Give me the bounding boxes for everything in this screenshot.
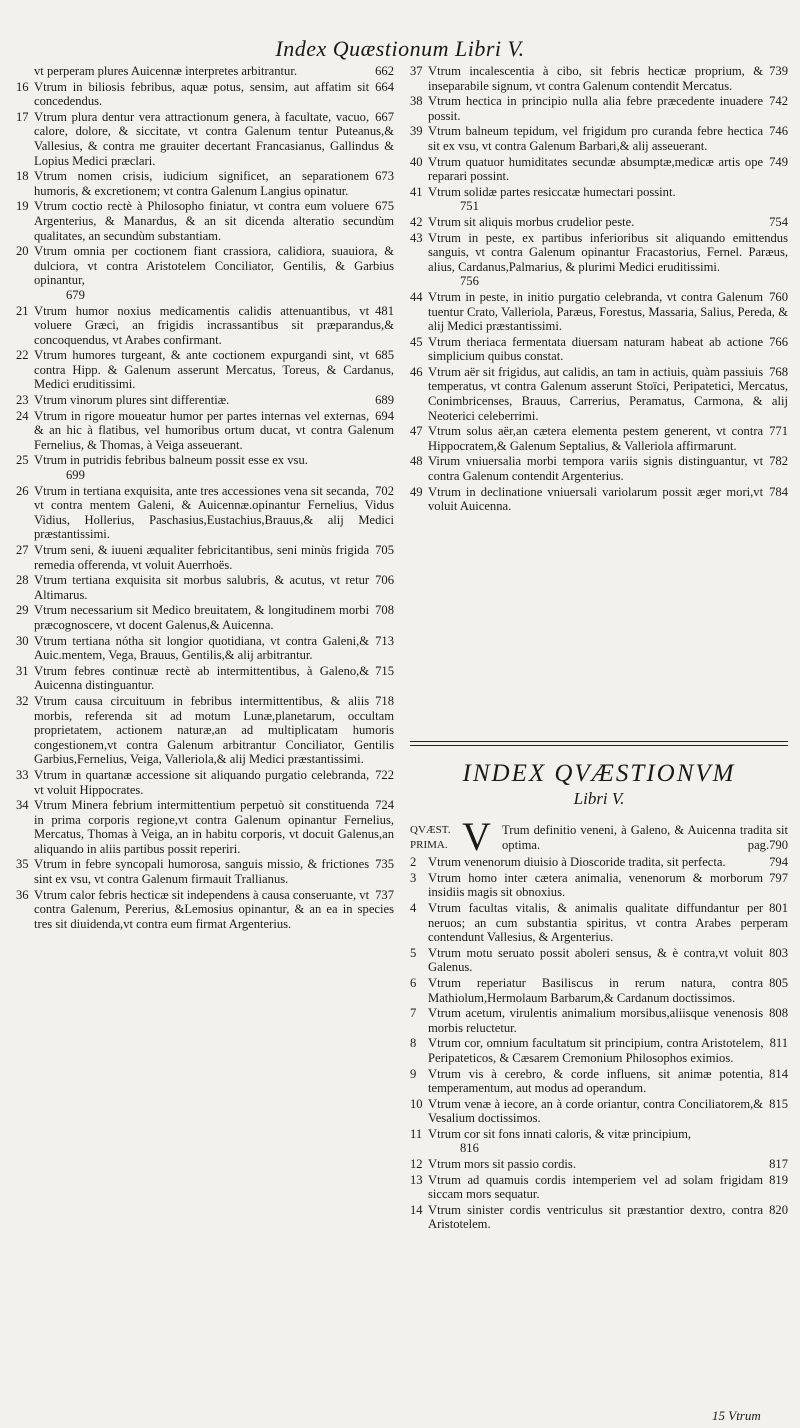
entry-page-number: 667 — [375, 109, 394, 124]
entry-number: 26 — [16, 483, 29, 498]
entry-text: Vtrum omnia per coctionem fiant crassiora, calidiora, suauiora, & dulciora, vt contra Aristotelem Conciliator, Gentilis, & Garbius opinantur, — [34, 244, 394, 288]
entry-number: 8 — [410, 1036, 417, 1051]
entry-number: 6 — [410, 975, 417, 990]
entry-number: 28 — [16, 573, 29, 588]
index-entry — [410, 64, 788, 93]
index-entry — [16, 110, 394, 168]
entry-number: 3 — [410, 870, 417, 885]
entry-number: 17 — [16, 109, 29, 124]
entry-text: Vtrum Minera febrium intermittentium perpetuò sit constituenda in prima corporis regione,vt contra Galenum opinantur Fernelius, Mercatus, Thomas à Veiga, an in habitu corporis, vt docuit Galenus,an aliquando in aliis partibus possit reperiri. — [34, 798, 394, 856]
index-entry — [410, 1097, 788, 1126]
entry-text: Vtrum homo inter cætera animalia, venenorum & morborum insidiis magis sit obnoxius. — [428, 870, 764, 900]
entry-text: Vtrum plura dentur vera attractionum genera, à facultate, vacuo, calore, dolore, & siccitate, vt contra Galenum tentur Puteanus,& Vallesius, & contra me grauiter decertant Francasianus, Gallindus & Lopius Medici præclari. — [34, 109, 394, 168]
entry-number: 22 — [16, 348, 29, 363]
index-entry — [16, 573, 394, 602]
entry-page-number: 702 — [375, 483, 394, 498]
entry-text: Vtrum venæ à iecore, an à corde oriantur, contra Conciliatorem,& Vesalium doctissimos. — [428, 1096, 764, 1126]
index-entry — [16, 664, 394, 693]
index-entry — [16, 888, 394, 932]
entry-page-number: 771 — [769, 424, 788, 439]
second-index-column — [410, 814, 788, 1233]
entry-text: Vtrum theriaca fermentata diuersam naturam habeat ab actione simplicium quibus constat. — [428, 334, 764, 364]
entry-text: Vtrum sinister cordis ventriculus sit præstantior dextro, contra Aristotelem. — [428, 1202, 764, 1232]
entry-text: Vtrum in quartanæ accessione sit aliquando purgatio celebranda, vt voluit Hippocrates. — [34, 767, 370, 797]
entry-number: 16 — [16, 79, 29, 94]
entry-page-number: 768 — [769, 364, 788, 379]
entry-number: 48 — [410, 454, 423, 469]
entry-page-number: 699 — [66, 468, 85, 483]
index-entry — [410, 1127, 788, 1156]
entry-number: 33 — [16, 767, 29, 782]
entry-text: Vtrum necessarium sit Medico breuitatem, & longitudinem morbi præcognoscere, vt docent Galenus,& Auicenna. — [34, 603, 370, 632]
entry-page-number: 705 — [375, 543, 394, 557]
index-entry — [410, 185, 788, 214]
index-entry — [410, 290, 788, 334]
entry-text: Vtrum hectica in principio nulla alia febre præcedente inuadere possit. — [428, 94, 764, 123]
question-label-line2: PRIMA. — [410, 838, 448, 851]
entry-number: 7 — [410, 1006, 417, 1021]
entry-text: Vtrum motu seruato possit aboleri sensus, & è contra,vt voluit Galenus. — [428, 945, 764, 975]
entry-number: 49 — [410, 484, 423, 499]
entry-page-number: 784 — [769, 484, 788, 499]
entry-page-number: 718 — [375, 693, 394, 708]
index-entry — [16, 80, 394, 109]
entry-number: 12 — [410, 1157, 423, 1172]
entry-text: Vtrum cor sit fons innati caloris, & vitæ principium, — [428, 1126, 692, 1141]
second-index-title: INDEX QVÆSTIONVM — [462, 760, 736, 787]
entry-text: Vtrum in tertiana exquisita, ante tres accessiones vena sit secanda, vt contra mentem Galeni, & Auicennæ.opinantur Fernelius, Vidus Vidius, Hollerius, Paschasius,Eustachius,Brauus,& alij Medici præstantissimi. — [34, 483, 394, 542]
entry-page-number: 735 — [375, 857, 394, 872]
entry-page-number: 811 — [769, 1036, 788, 1051]
entry-text: vt perperam plures Auicennæ interpretes arbitrantur. — [34, 64, 297, 78]
index-entry — [16, 348, 394, 392]
entry-number: 46 — [410, 364, 423, 379]
entry-page-number: 679 — [66, 287, 85, 302]
right-column — [410, 64, 788, 515]
index-entry — [16, 857, 394, 886]
entry-text: Vtrum humor noxius medicamentis calidis attenuantibus, vt voluere Græci, an frigidis incrassantibus sit præparandus,& concoquendus, vt Arabes confirmant. — [34, 303, 394, 347]
entry-text: Vtrum in biliosis febribus, aquæ potus, sensim, aut affatim sit concedendus. — [34, 79, 370, 109]
entry-text: Vtrum ad quamuis cordis intemperiem vel ad solam frigidam siccam mors sequatur. — [428, 1172, 764, 1202]
entry-page-number: 766 — [769, 334, 788, 349]
index-entry — [16, 304, 394, 348]
section-rule — [410, 741, 788, 742]
entry-text: Vtrum mors sit passio cordis. — [428, 1157, 576, 1172]
entry-text: Vtrum in declinatione vniuersali variolarum possit æger mori,vt voluit Auicenna. — [428, 484, 764, 514]
index-entry — [16, 634, 394, 663]
entry-text: Vtrum nomen crisis, iudicium significet, an separationem humoris, & excretionem; vt contra Galenum Langius opinatur. — [34, 169, 370, 198]
entry-text: Vtrum in rigore moueatur humor per partes internas vel externas, & an hic à flatibus, vel humoribus ortum ducat, vt contra Galenum Fernelius, & Thomas, à Veiga asseuerant. — [34, 408, 394, 452]
entry-text: Vtrum in peste, in initio purgatio celebranda, vt contra Galenum tuentur Crato, Valleriola, Paræus, Forestus, Massaria, Salius, Pereda, & alij Medici præstantissimi. — [428, 289, 788, 334]
entry-number: 35 — [16, 857, 29, 872]
entry-page-number: 814 — [769, 1066, 788, 1081]
index-entry — [410, 1203, 788, 1232]
index-entry — [16, 484, 394, 542]
index-entry — [410, 1036, 788, 1065]
catchword: 15 Vtrum — [712, 1408, 761, 1423]
entry-number: 24 — [16, 408, 29, 423]
entry-text: Vtrum calor febris hecticæ sit independens à causa conseruante, vt contra Galenum, Pererius, &Lemosius opinantur, & an ea in species tres sit diuidenda,vt contra eum firmat Argenterius. — [34, 887, 394, 931]
second-index-entries — [410, 855, 788, 1232]
entry-number: 38 — [410, 94, 423, 109]
second-index-subtitle: Libri V. — [573, 789, 625, 808]
entry-text: Virum vniuersalia morbi tempora variis signis distinguantur, vt contra Galenum contendit Argenterius. — [428, 454, 764, 484]
entry-page-number: 694 — [375, 408, 394, 423]
index-entry — [410, 231, 788, 289]
entry-page-number: 722 — [375, 767, 394, 782]
entry-page-number: 724 — [375, 798, 394, 813]
entry-text: Vtrum coctio rectè à Philosopho finiatur, vt contra eum voluere Argenterius, & Manardus, & an sit dicenda alteratio secundùm qualitates, an secundùm substantiam. — [34, 199, 394, 243]
entry-number: 13 — [410, 1172, 423, 1187]
entry-number: 4 — [410, 900, 417, 915]
entry-text: Vtrum vinorum plures sint differentiæ. — [34, 393, 230, 408]
entry-number: 31 — [16, 663, 29, 678]
entry-page-number: 794 — [769, 855, 788, 870]
index-entry — [16, 64, 394, 79]
entry-text: Vtrum in peste, ex partibus inferioribus sit aliquando emittendus sanguis, vt contra Galenum opinantur Fracastorius, Fernel. Paræus, alius, Cardanus,Palmarius, & plurimi Medici eruditissimi. — [428, 230, 788, 274]
entry-page-number: 673 — [375, 169, 394, 184]
entry-page-number: 685 — [375, 348, 394, 363]
entry-text: Vtrum tertiana exquisita sit morbus salubris, & acutus, vt retur Altimarus. — [34, 573, 370, 602]
entry-page-number: 801 — [769, 900, 788, 915]
entry-page-number: 797 — [769, 870, 788, 885]
entry-text: Vtrum in febre syncopali humorosa, sanguis missio, & frictiones sint ex vsu, vt contra Galenum firmauit Trallianus. — [34, 857, 370, 887]
entry-page-number: 817 — [769, 1157, 788, 1172]
entry-number: 14 — [410, 1202, 423, 1217]
index-entry — [16, 453, 394, 482]
index-entry — [16, 543, 394, 572]
first-question-label — [410, 823, 450, 852]
index-entry — [16, 169, 394, 198]
index-entry — [16, 798, 394, 856]
entry-page-number: 742 — [769, 94, 788, 109]
entry-page-number: 737 — [375, 887, 394, 902]
entry-number: 32 — [16, 693, 29, 708]
entry-page-number: 662 — [375, 64, 394, 78]
entry-page-number: 481 — [375, 303, 394, 318]
entry-number: 9 — [410, 1066, 417, 1081]
index-entry — [410, 1067, 788, 1096]
entry-text: Vtrum venenorum diuisio à Dioscoride tradita, sit perfecta. — [428, 855, 726, 870]
index-entry — [16, 409, 394, 453]
entry-number: 10 — [410, 1096, 423, 1111]
entry-page-number: 713 — [375, 633, 394, 648]
index-entry — [16, 694, 394, 767]
entry-text: Vtrum incalescentia à cibo, sit febris hecticæ proprium, & inseparabile signum, vt contra Galenum contendit Mercatus. — [428, 64, 764, 93]
drop-cap: V — [462, 814, 491, 859]
entry-text: Vtrum in putridis febribus balneum possit esse ex vsu. — [34, 453, 308, 468]
index-entry — [410, 1006, 788, 1035]
index-entry — [16, 199, 394, 243]
entry-number: 42 — [410, 214, 423, 229]
entry-text: Vtrum sit aliquis morbus crudelior peste. — [428, 214, 635, 229]
entry-number: 34 — [16, 798, 29, 813]
entry-page-number: 689 — [375, 393, 394, 408]
entry-text: Vtrum seni, & iuueni æqualiter febricitantibus, seni minùs frigida remedia offerenda, vt voluit Auerrhoës. — [34, 543, 370, 572]
question-label-line1: QVÆST. — [410, 824, 451, 836]
entry-text: Vtrum facultas vitalis, & animalis qualitate diffundantur per neruos; an cum substantia spiritus, vt contra Arabes perperam contendunt Vallesius, & Argenterius. — [428, 900, 788, 945]
index-entry — [16, 603, 394, 632]
entry-page-number: 803 — [769, 945, 788, 960]
entry-number: 29 — [16, 603, 29, 618]
index-entry — [410, 94, 788, 123]
entry-number: 18 — [16, 169, 29, 184]
index-entry — [410, 901, 788, 945]
index-entry — [410, 1173, 788, 1202]
entry-number: 25 — [16, 453, 29, 468]
entry-number: 19 — [16, 199, 29, 214]
entry-number: 5 — [410, 945, 417, 960]
entry-number: 20 — [16, 244, 29, 259]
entry-number: 37 — [410, 64, 423, 78]
index-entry — [410, 215, 788, 230]
entry-text: Vtrum solus aër,an cætera elementa pestem generent, vt contra Hippocratem,& Galenum Septalius, & Valleriola affirmarunt. — [428, 424, 764, 453]
entry-page-number: 749 — [769, 154, 788, 169]
entry-text: Vtrum reperiatur Basiliscus in rerum natura, contra Mathiolum,Hermolaum Barbarum,& Cardanum doctissimos. — [428, 975, 764, 1005]
entry-number: 45 — [410, 334, 423, 349]
entry-number: 36 — [16, 887, 29, 902]
entry-number: 39 — [410, 124, 423, 139]
entry-page-number: 708 — [375, 603, 394, 618]
left-column — [16, 64, 394, 932]
entry-number: 43 — [410, 230, 423, 245]
index-entry — [410, 454, 788, 483]
entry-page-number: 706 — [375, 573, 394, 588]
first-question-entry — [410, 814, 788, 859]
entry-page-number: 746 — [769, 124, 788, 139]
index-entry — [410, 424, 788, 453]
running-header: Index Quæstionum Libri V. — [275, 36, 525, 61]
index-entry — [410, 855, 788, 870]
entry-text: Vtrum tertiana nótha sit longior quotidiana, vt contra Galeni,& Auic.mentem, Vega, Brauus, Gentilis,& alij arbitrantur. — [34, 633, 370, 663]
first-question-text: Trum definitio veneni, à Galeno, & Auicenna tradita sit optima. — [502, 823, 788, 852]
entry-number: 30 — [16, 633, 29, 648]
entry-page-number: 739 — [769, 64, 788, 78]
entry-number: 47 — [410, 424, 423, 439]
index-entry — [410, 1157, 788, 1172]
entry-text: Vtrum acetum, virulentis animalium morsibus,aliisque venenosis morbis reluctetur. — [428, 1006, 764, 1035]
index-entry — [410, 871, 788, 900]
index-entry — [410, 335, 788, 364]
entry-page-number: 754 — [769, 214, 788, 229]
entry-number: 41 — [410, 184, 423, 199]
entry-page-number: 819 — [769, 1172, 788, 1187]
entry-text: Vtrum quatuor humiditates secundæ absumptæ,medicæ artis ope reparari possint. — [428, 154, 764, 184]
entry-number: 2 — [410, 855, 417, 870]
entry-number: 11 — [410, 1126, 423, 1141]
entry-page-number: 816 — [460, 1141, 479, 1156]
index-entry — [410, 365, 788, 423]
entry-text: Vtrum cor, omnium facultatum sit principium, contra Aristotelem, Peripateticos, & Cæsarem Cremonium Philosophos eximios. — [428, 1036, 764, 1065]
entry-text: Vtrum febres continuæ rectè ab intermittentibus, à Galeno,& Auicenna distinguantur. — [34, 663, 370, 693]
entry-number: 23 — [16, 393, 29, 408]
entry-page-number: 756 — [460, 274, 479, 289]
entry-page-number: 760 — [769, 289, 788, 304]
entry-text: Vtrum balneum tepidum, vel frigidum pro curanda febre hectica sit ex vsu, vt contra Galenum Barbari,& alij asseuerant. — [428, 124, 764, 153]
index-entry — [410, 485, 788, 514]
entry-text: Vtrum vis à cerebro, & corde influens, sit animæ potentia, temperamentum, aut modus ad operandum. — [428, 1066, 764, 1096]
index-entry — [16, 768, 394, 797]
first-question-page: pag.790 — [747, 837, 788, 852]
entry-page-number: 805 — [769, 975, 788, 990]
index-entry — [410, 976, 788, 1005]
index-entry — [410, 155, 788, 184]
entry-number: 40 — [410, 154, 423, 169]
index-entry — [16, 244, 394, 302]
entry-page-number: 715 — [375, 663, 394, 678]
entry-number: 44 — [410, 289, 423, 304]
index-entry — [16, 393, 394, 408]
entry-page-number: 820 — [769, 1202, 788, 1217]
entry-page-number: 815 — [769, 1096, 788, 1111]
entry-text: Vtrum aër sit frigidus, aut calidis, an tam in actiuis, quàm passiuis temperatus, vt contra Galenum asserunt Stoïci, Peripatetici, Mercatus, Conimbricenses, Brauus, Carrerius, Peramatus, Carmona, & alij Neoterici celeberrimi. — [428, 364, 788, 423]
entry-page-number: 751 — [460, 199, 479, 214]
entry-text: Vtrum causa circuituum in febribus intermittentibus, & aliis morbis, referenda sit ad motum Lunæ,planetarum, occultam proprietatem, actionem naturæ,an ad multiplicatam humoris congestionem,vt contra Galenum arbitrantur Conciliator, Gentilis Garbius,Fernelius, Veiga, Valleriola,& alij Medici præstantissimi. — [34, 693, 394, 767]
entry-page-number: 675 — [375, 199, 394, 214]
index-entry — [410, 124, 788, 153]
entry-text: Vtrum humores turgeant, & ante coctionem expurgandi sint, vt contra Hipp. & Galenum asserunt Mercatus, Toreus, & Cardanus, Medici eruditissimi. — [34, 348, 394, 392]
entry-number: 21 — [16, 303, 29, 318]
entry-page-number: 664 — [375, 79, 394, 94]
section-rule-thin — [410, 745, 788, 746]
index-entry — [410, 946, 788, 975]
entry-page-number: 808 — [769, 1006, 788, 1021]
entry-page-number: 782 — [769, 454, 788, 469]
entry-text: Vtrum solidæ partes resiccatæ humectari possint. — [428, 184, 676, 199]
entry-number: 27 — [16, 543, 29, 557]
